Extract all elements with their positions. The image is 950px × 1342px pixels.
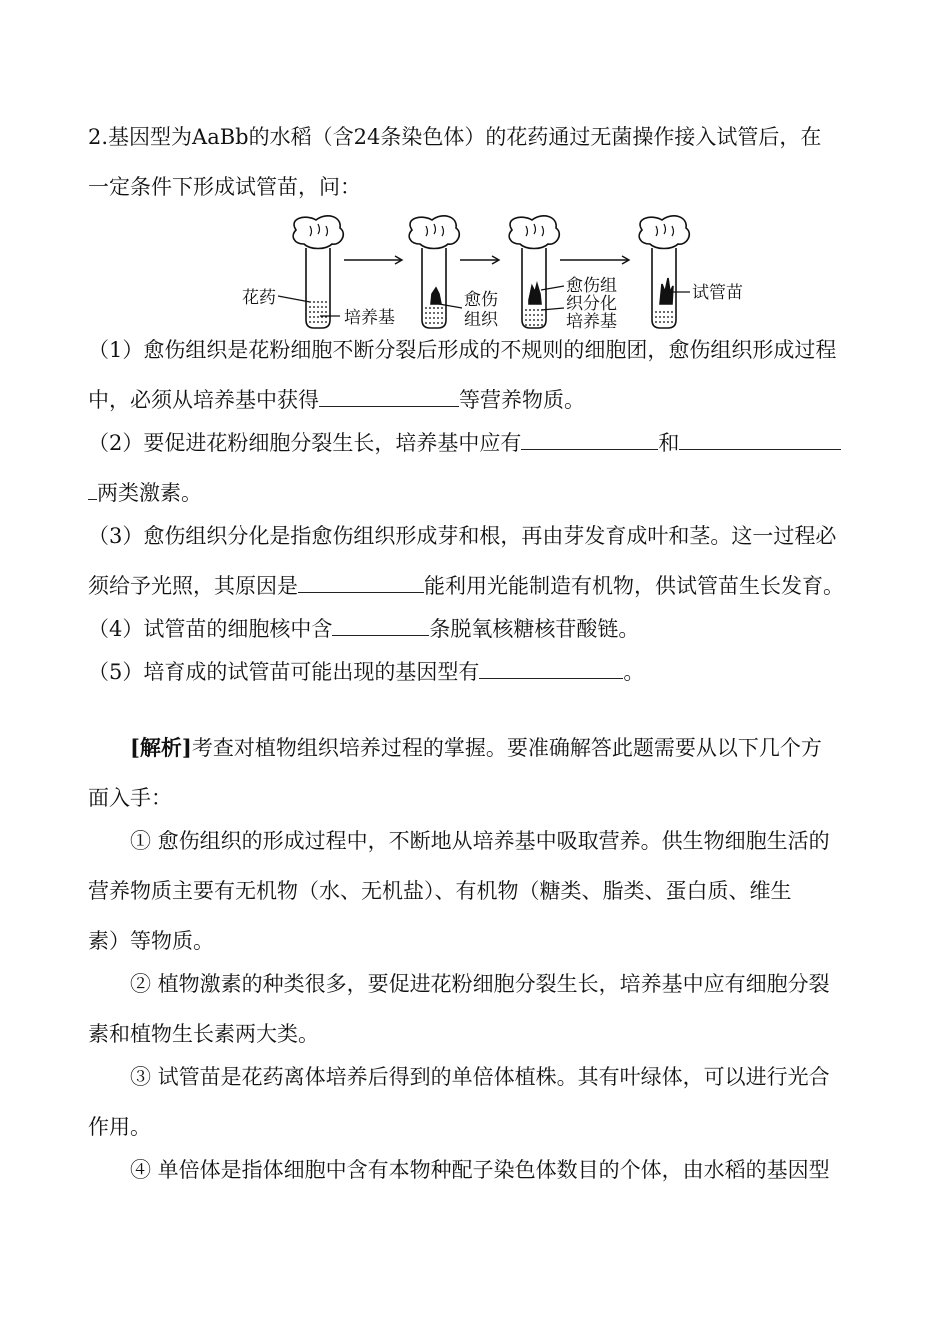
analysis-point2-line1: ② 植物激素的种类很多，要促进花粉细胞分裂生长，培养基中应有细胞分裂 — [130, 972, 830, 996]
q3-text-before: 须给予光照，其原因是 — [88, 574, 298, 598]
answer-blank-2b-continuation[interactable] — [88, 479, 97, 500]
analysis-tag: [解析] — [130, 735, 192, 760]
test-tube-4 — [639, 216, 689, 328]
question-intro-line2: 一定条件下形成试管苗，问： — [88, 175, 361, 199]
q5-text-before: （5）培育成的试管苗可能出现的基因型有 — [88, 660, 480, 684]
analysis-point4-line1: ④ 单倍体是指体细胞中含有本物种配子染色体数目的个体，由水稻的基因型 — [130, 1158, 830, 1182]
answer-blank-2b[interactable] — [679, 429, 841, 450]
arrow-1 — [344, 256, 402, 264]
label-anther: 花药 — [242, 288, 276, 308]
tissue-culture-figure — [236, 212, 766, 337]
arrow-2 — [460, 256, 499, 264]
answer-blank-3[interactable] — [298, 572, 424, 593]
label-differentiation-2: 织分化 — [566, 294, 617, 314]
q4-line — [88, 614, 639, 644]
arrow-3 — [560, 256, 629, 264]
q5-text-after: 。 — [623, 660, 645, 684]
test-tube-2 — [409, 216, 459, 328]
analysis-point2-line2: 素和植物生长素两大类。 — [88, 1022, 319, 1046]
q1-text-after: 等营养物质。 — [459, 388, 585, 412]
analysis-point1-line1: ① 愈伤组织的形成过程中，不断地从培养基中吸取营养。供生物细胞生活的 — [130, 829, 830, 853]
q2-text-before: （2）要促进花粉细胞分裂生长，培养基中应有 — [88, 431, 522, 455]
answer-blank-5[interactable] — [479, 658, 623, 679]
q4-text-after: 条脱氧核糖核苷酸链。 — [429, 617, 640, 641]
analysis-line2: 面入手： — [88, 786, 172, 810]
test-tube-1 — [293, 216, 343, 328]
q2-text-mid: 和 — [658, 431, 680, 455]
q3-text-after: 能利用光能制造有机物，供试管苗生长发育。 — [424, 574, 844, 598]
label-callus-1: 愈伤 — [464, 290, 498, 310]
q3-line2 — [88, 571, 844, 601]
q2-line1 — [88, 428, 841, 458]
q1-text-before: 中，必须从培养基中获得 — [88, 388, 319, 412]
question-intro-line1: 2.基因型为AaBb的水稻（含24条染色体）的花药通过无菌操作接入试管后，在 — [88, 125, 822, 149]
label-seedling: 试管苗 — [692, 283, 743, 303]
q2-line2 — [88, 478, 202, 508]
analysis-point1-line2: 营养物质主要有无机物（水、无机盐）、有机物（糖类、脂类、蛋白质、维生 — [88, 879, 792, 903]
answer-blank-1[interactable] — [319, 386, 459, 407]
analysis-point1-line3: 素）等物质。 — [88, 929, 214, 953]
label-callus-2: 组织 — [464, 310, 498, 330]
answer-blank-2a[interactable] — [521, 429, 658, 450]
q4-text-before: （4）试管苗的细胞核中含 — [88, 617, 333, 641]
q2-text-after: 两类激素。 — [97, 481, 202, 505]
label-differentiation-1: 愈伤组 — [566, 276, 617, 296]
test-tube-3 — [509, 216, 559, 328]
answer-blank-4[interactable] — [332, 615, 429, 636]
analysis-point3-line1: ③ 试管苗是花药离体培养后得到的单倍体植株。其有叶绿体，可以进行光合 — [130, 1065, 830, 1089]
q3-line1: （3）愈伤组织分化是指愈伤组织形成芽和根，再由芽发育成叶和茎。这一过程必 — [88, 524, 837, 548]
q1-line2 — [88, 385, 585, 415]
analysis-line1 — [130, 733, 822, 763]
label-medium: 培养基 — [344, 308, 395, 328]
label-medium-2: 培养基 — [566, 312, 617, 332]
analysis-intro: 考查对植物组织培养过程的掌握。要准确解答此题需要从以下几个方 — [191, 736, 822, 760]
q5-line — [88, 657, 644, 687]
q1-line1: （1）愈伤组织是花粉细胞不断分裂后形成的不规则的细胞团，愈伤组织形成过程 — [88, 338, 837, 362]
analysis-point3-line2: 作用。 — [88, 1115, 151, 1139]
